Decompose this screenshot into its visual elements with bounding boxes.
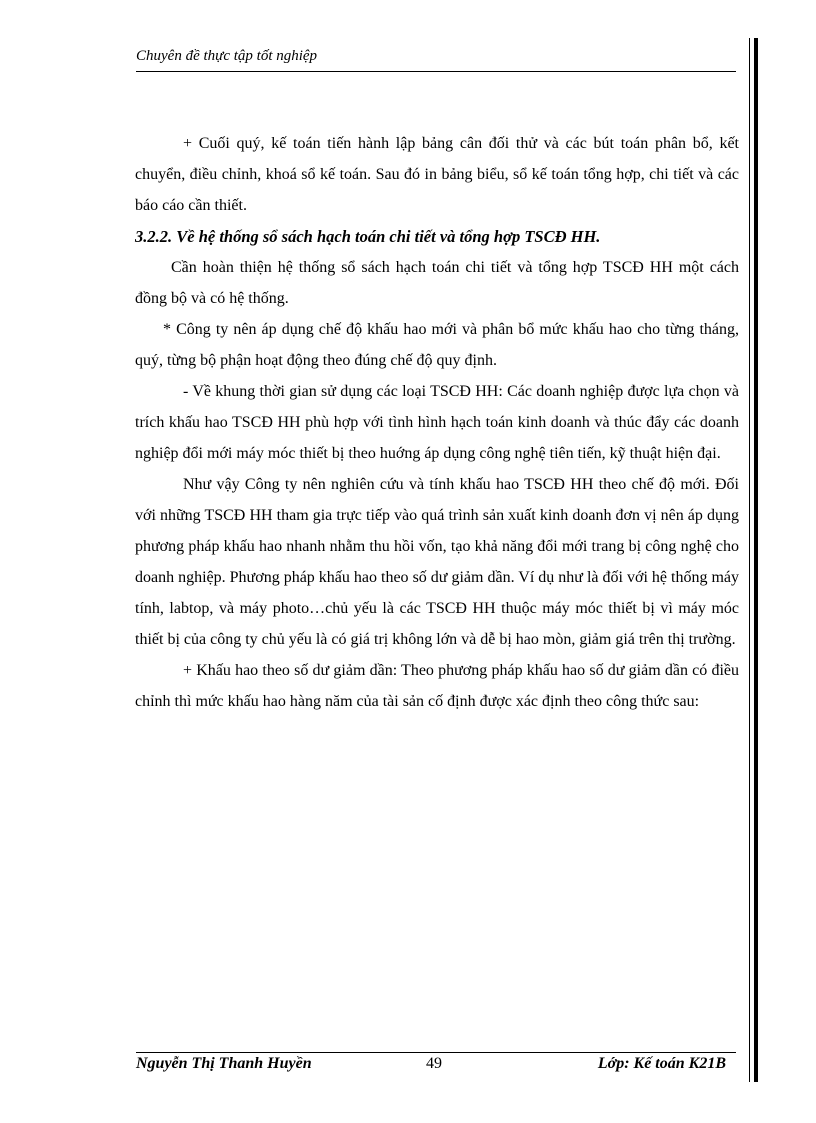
page-header: Chuyên đề thực tập tốt nghiệp <box>136 48 736 72</box>
paragraph-time-frame: - Về khung thời gian sử dụng các loại TSCĐ HH: Các doanh nghiệp được lựa chọn và trích khấu hao TSCĐ HH phù hợp với tình hình hạch toán kinh doanh và thúc đẩy các doanh nghiệp đổi mới máy móc thiết bị theo huớng áp dụng công nghệ tiên tiến, kỹ thuật hiện đại. <box>135 383 739 462</box>
paragraph-declining-balance: + Khấu hao theo số dư giảm dần: Theo phương pháp khấu hao số dư giảm dần có điều chỉnh thì mức khấu hao hàng năm của tài sản cố định được xác định theo công thức sau: <box>135 662 739 710</box>
page-number: 49 <box>426 1055 442 1072</box>
paragraph-depreciation-regime: * Công ty nên áp dụng chế độ khấu hao mới và phân bổ mức khấu hao cho từng tháng, quý, từng bộ phận hoạt động theo đúng chế độ quy định. <box>135 321 739 369</box>
document-body <box>135 128 739 717</box>
footer-class: Lớp: Kế toán K21B <box>597 1055 726 1072</box>
section-heading: 3.2.2. Về hệ thống sổ sách hạch toán chi tiết và tổng hợp TSCĐ HH. <box>135 227 601 246</box>
paragraph-complete-books: Cần hoàn thiện hệ thống sổ sách hạch toán chi tiết và tổng hợp TSCĐ HH một cách đồng bộ và có hệ thống. <box>135 259 739 307</box>
footer-author: Nguyễn Thị Thanh Huyền <box>136 1055 312 1072</box>
paragraph-company-research: Như vậy Công ty nên nghiên cứu và tính khấu hao TSCĐ HH theo chế độ mới. Đối với những TSCĐ HH tham gia trực tiếp vào quá trình sản xuất kinh doanh đơn vị nên áp dụng phương pháp khấu hao nhanh nhằm thu hồi vốn, tạo khả năng đổi mới trang bị công nghệ cho doanh nghiệp. Phương pháp khấu hao theo số dư giảm dần. Ví dụ như là đối với hệ thống máy tính, labtop, và máy photo…chủ yếu là các TSCĐ HH thuộc máy móc thiết bị vì máy móc thiết bị của công ty chủ yếu là có giá trị không lớn và dễ bị hao mòn, giảm giá trên thị trường. <box>135 476 739 648</box>
page-footer <box>136 1052 736 1072</box>
paragraph-quarter-end: + Cuối quý, kế toán tiến hành lập bảng cân đối thử và các bút toán phân bổ, kết chuyển, điều chỉnh, khoá sổ kế toán. Sau đó in bảng biểu, sổ kế toán tổng hợp, chi tiết và các báo cáo cần thiết. <box>135 135 739 214</box>
